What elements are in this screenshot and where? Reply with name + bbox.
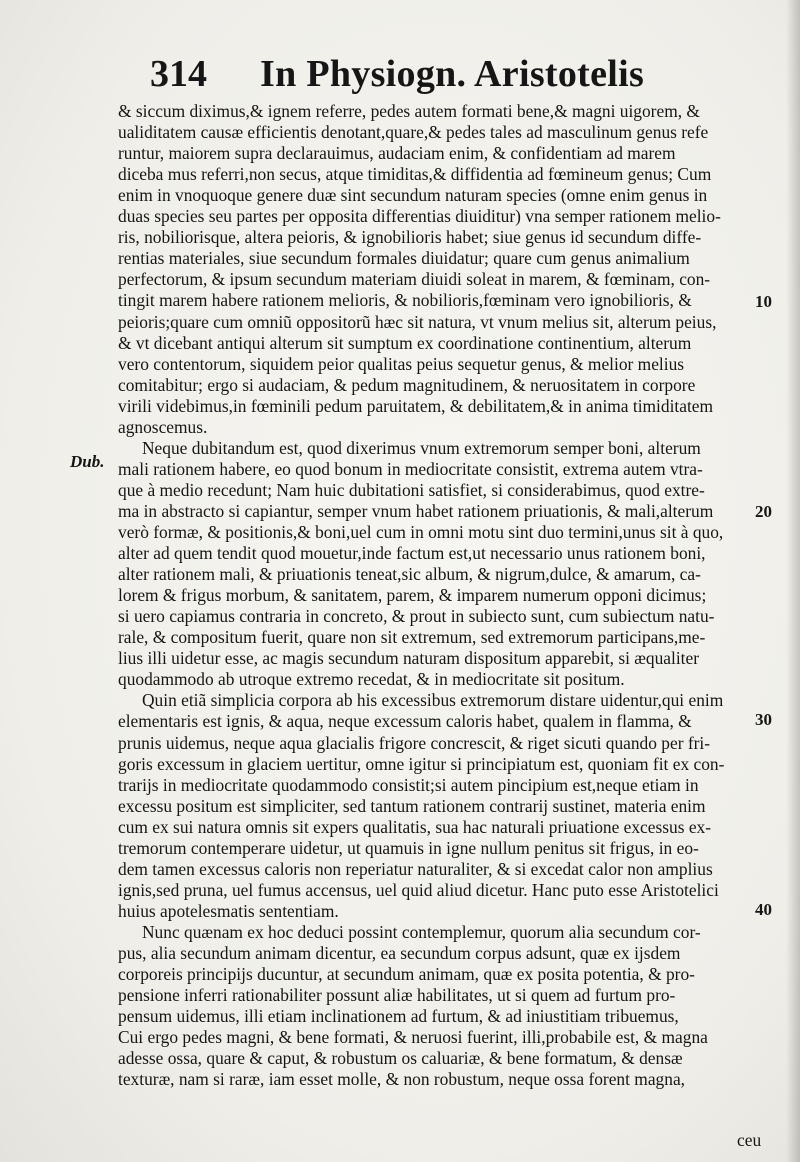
line-number-20: 20 <box>755 502 772 521</box>
text-line: enim in vnoquoque genere duæ sint secundum naturam species (omne enim genus in <box>118 185 708 206</box>
text-line: prunis uidemus, neque aqua glacialis frigore concrescit, & riget sicuti quando per fri- <box>118 732 711 753</box>
text-line: ris, nobiliorisque, altera peioris, & ignobilioris habet; siue genus id secundum diffe- <box>118 227 702 248</box>
line-number-10: 10 <box>755 292 772 311</box>
text-line: lius illi uidetur esse, ac magis secundum naturam dispositum apparebit, si æqualiter <box>118 648 700 669</box>
line-number-30: 30 <box>755 710 772 729</box>
text-line: ualiditatem causæ efficientis denotant,quare,& pedes tales ad masculinum genus refe <box>118 122 709 143</box>
text-line: Neque dubitandum est, quod dixerimus vnum extremorum semper boni, alterum <box>142 437 701 458</box>
text-line: Cui ergo pedes magni, & bene formati, & neruosi fuerint, illi,probabile est, & magna <box>118 1027 708 1048</box>
text-line: dem tamen excessus caloris non reperiatur naturaliter, & si excedat calor non amplius <box>118 858 713 879</box>
text-line: corporeis principijs ducuntur, at secundum animam, quæ ex posita potentia, & pro- <box>118 964 695 985</box>
text-line: rentias materiales, siue secundum formales diuidatur; quare cum genus animalium <box>118 248 690 269</box>
binding-shadow <box>786 0 800 1162</box>
text-line: cum ex sui natura omnis sit expers qualitatis, sua hac naturali priuatione excessus ex- <box>118 816 712 837</box>
text-line: virili videbimus,in fœminili pedum paruitatem, & debilitatem,& in anima timiditatem <box>118 395 714 416</box>
text-line: si uero capiamus contraria in concreto, & prout in subiecto sunt, cum subiectum natu- <box>118 606 715 627</box>
text-line: vero contentorum, siquidem peior qualitas peius sequetur genus, & melior melius <box>118 353 685 374</box>
text-line: pus, alia secundum animam dicentur, ea secundum corpus adsunt, quæ ex ijsdem <box>118 943 681 963</box>
text-line: rale, & compositum fuerit, quare non sit extremum, sed extremorum participans,me- <box>118 627 706 648</box>
running-title: In Physiogn. Aristotelis <box>260 53 645 95</box>
text-line: pensione inferri rationabiliter possunt aliæ habilitates, ut si quem ad furtum pro- <box>118 985 676 1006</box>
line-number-40: 40 <box>755 900 772 919</box>
text-line: perfectorum, & ipsum secundum materiam diuidi soleat in marem, & fœminam, con- <box>118 269 711 290</box>
text-line: & siccum diximus,& ignem referre, pedes autem formati bene,& magni uigorem, & <box>118 101 700 121</box>
text-line: runtur, maiorem supra declarauimus, audaciam enim, & confidentiam ad marem <box>118 143 676 164</box>
text-line: texturæ, nam si raræ, iam esset molle, & non robustum, neque ossa forent magna, <box>118 1069 686 1090</box>
text-line: & vt dicebant antiqui alterum sit sumptum ex coordinatione continentium, alterum <box>118 332 692 353</box>
text-line: ma in abstracto si capiantur, semper vnum habet rationem priuationis, & mali,alterum <box>118 500 714 521</box>
text-line: goris excessum in glaciem uertitur, omne igitur si principiatum est, quoniam fit ex con- <box>118 753 725 774</box>
text-line: alter ad quem tendit quod mouetur,inde factum est,ut necessario unus rationem boni, <box>118 543 706 564</box>
text-line: ignis,sed pruna, uel fumus accensus, uel quid aliud dicetur. Hanc puto esse Aristotelici <box>118 879 719 900</box>
text-line: adesse ossa, quare & caput, & robustum os caluariæ, & bene formatum, & densæ <box>118 1048 683 1069</box>
text-line: que à medio recedunt; Nam huic dubitationi satisfiet, si considerabimus, quod extre- <box>118 479 705 500</box>
text-line: trarijs in mediocritate quodammodo consistit;si autem pincipium est,neque etiam in <box>118 774 699 795</box>
text-line: agnoscemus. <box>118 416 208 437</box>
text-line: huius apotelesmatis sententiam. <box>118 900 339 921</box>
margin-note-dub: Dub. <box>70 452 105 471</box>
text-line: excessu positum est simpliciter, sed tantum rationem contrarij sustinet, materia enim <box>118 795 706 816</box>
page-header <box>150 52 710 96</box>
text-line: verò formæ, & positionis,& boni,uel cum in omni motu sint duo termini,unus sit à quo, <box>118 522 724 542</box>
text-line: mali rationem habere, eo quod bonum in mediocritate consistit, extrema autem vtra- <box>118 458 703 479</box>
text-line: tingit marem habere rationem melioris, & nobilioris,fœminam vero ignobilioris, & <box>118 290 692 311</box>
text-line: duas species seu partes per opposita differentias diuiditur) vna semper rationem melio- <box>118 206 721 227</box>
text-line: diceba mus referri,non secus, atque timiditas,& diffidentia ad fœmineum genus; Cum <box>118 164 712 185</box>
text-line: Quin etiã simplicia corpora ab his excessibus extremorum distare uidentur,qui enim <box>142 690 724 711</box>
text-line: alter rationem mali, & priuationis teneat,sic album, & nigrum,dulce, & amarum, ca- <box>118 564 701 585</box>
text-line: quodammodo ab utroque extremo recedat, & in mediocritate sit positum. <box>118 669 625 690</box>
text-line: Nunc quænam ex hoc deduci possint contemplemur, quorum alia secundum cor- <box>142 921 701 942</box>
page-number: 314 <box>150 53 207 95</box>
text-line: tremorum contemperare uidetur, ut quamuis in igne nullum penitus sit frigus, in eo- <box>118 837 699 858</box>
text-line: pensum uidemus, illi etiam inclinationem ad furtum, & ad iniustitiam tribuemus, <box>118 1006 679 1027</box>
text-line: elementaris est ignis, & aqua, neque excessum caloris habet, qualem in flamma, & <box>118 711 692 732</box>
text-line: comitabitur; ergo si audaciam, & pedum magnitudinem, & neruositatem in corpore <box>118 374 696 395</box>
catchword: ceu <box>737 1130 762 1150</box>
text-line: peioris;quare cum omniũ oppositorũ hæc sit natura, vt vnum melius sit, alterum peius, <box>118 311 717 332</box>
text-line: lorem & frigus morbum, & sanitatem, parem, & imparem numerum opponi dicimus; <box>118 585 707 606</box>
